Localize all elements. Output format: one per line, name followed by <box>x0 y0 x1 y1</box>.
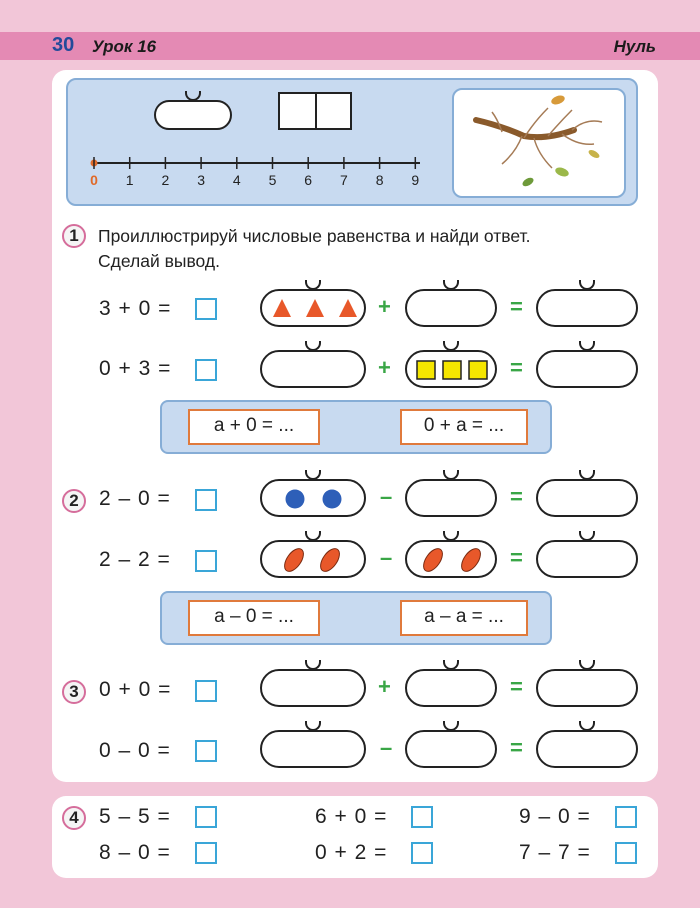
branch-illustration <box>462 92 618 192</box>
task2-equation2: 2 – 2 = <box>99 548 171 571</box>
task4-equation: 0 + 2 = <box>315 841 388 864</box>
square-icon <box>469 361 487 379</box>
number-line-tick-label: 7 <box>339 172 348 188</box>
answer-box[interactable] <box>195 740 217 762</box>
equals-sign: = <box>510 484 523 509</box>
task3-equation2: 0 – 0 = <box>99 739 171 762</box>
oval-bracket <box>443 280 459 290</box>
result-oval[interactable] <box>536 350 638 388</box>
empty-oval[interactable] <box>405 479 497 517</box>
result-oval[interactable] <box>536 479 638 517</box>
circle-icon <box>286 490 305 509</box>
equals-sign: = <box>510 735 523 760</box>
equals-sign: = <box>510 674 523 699</box>
task1-equation1: 3 + 0 = <box>99 297 172 320</box>
number-line-tick-label: 9 <box>411 172 420 188</box>
plus-sign: + <box>378 294 391 319</box>
number-line-tick-label: 3 <box>197 172 205 188</box>
task4-equation: 5 – 5 = <box>99 805 171 828</box>
leaf-icon <box>587 148 600 159</box>
empty-oval[interactable] <box>260 730 366 768</box>
page-number: 30 <box>52 34 75 56</box>
number-line-tick-label: 8 <box>375 172 384 188</box>
answer-box[interactable] <box>195 298 217 320</box>
oval-bracket <box>305 660 321 670</box>
answer-box[interactable] <box>195 842 217 864</box>
oval-bracket <box>443 660 459 670</box>
orange-oval-icon <box>281 546 307 574</box>
task4-equation: 8 – 0 = <box>99 841 171 864</box>
oval-bracket <box>185 91 201 101</box>
result-oval[interactable] <box>536 540 638 578</box>
equals-sign: = <box>510 294 523 319</box>
answer-box[interactable] <box>195 806 217 828</box>
ovals-oval <box>260 540 366 578</box>
orange-oval-icon <box>420 546 446 574</box>
squares-group <box>416 360 488 380</box>
plus-sign: + <box>378 355 391 380</box>
answer-box[interactable] <box>195 359 217 381</box>
task1-instruction-line1: Проиллюстрируй числовые равенства и найди ответ. <box>98 226 531 246</box>
answer-box[interactable] <box>195 680 217 702</box>
result-oval[interactable] <box>536 669 638 707</box>
leaf-icon <box>521 176 535 188</box>
triangle-icon <box>306 299 324 317</box>
orange-oval-icon <box>458 546 484 574</box>
oval-bracket <box>443 721 459 731</box>
rule-a-minus-zero: a – 0 = ... <box>188 600 320 636</box>
answer-box[interactable] <box>195 489 217 511</box>
oval-bracket <box>579 470 595 480</box>
rule-a-minus-a: a – a = ... <box>400 600 528 636</box>
empty-oval[interactable] <box>260 350 366 388</box>
answer-box[interactable] <box>615 806 637 828</box>
oval-bracket <box>305 470 321 480</box>
number-line-tick-label: 0 <box>90 172 98 188</box>
oval-bracket <box>305 341 321 351</box>
leaf-ovals-group <box>278 546 350 574</box>
number-line-tick-label: 2 <box>161 172 170 188</box>
circle-icon <box>323 490 342 509</box>
ovals-oval <box>405 540 497 578</box>
square-icon <box>443 361 461 379</box>
task1-equation2: 0 + 3 = <box>99 357 172 380</box>
oval-bracket <box>305 721 321 731</box>
task4-equation: 9 – 0 = <box>519 805 591 828</box>
leaf-icon <box>554 166 570 178</box>
empty-oval[interactable] <box>405 289 497 327</box>
oval-bracket <box>579 531 595 541</box>
task4-number: 4 <box>62 806 86 830</box>
lesson-title: Урок 16 <box>92 37 157 56</box>
result-oval[interactable] <box>536 730 638 768</box>
task4-equation: 7 – 7 = <box>519 841 591 864</box>
answer-box[interactable] <box>195 550 217 572</box>
empty-oval <box>154 100 232 130</box>
equals-sign: = <box>510 545 523 570</box>
minus-sign: – <box>380 735 393 760</box>
empty-oval[interactable] <box>260 669 366 707</box>
empty-oval[interactable] <box>405 669 497 707</box>
task4-equation: 6 + 0 = <box>315 805 388 828</box>
squares-oval <box>405 350 497 388</box>
triangle-icon <box>273 299 291 317</box>
number-line-tick-label: 1 <box>125 172 134 188</box>
number-line-tick-label: 4 <box>232 172 241 188</box>
answer-box[interactable] <box>411 806 433 828</box>
rule-zero-plus-a: 0 + a = ... <box>400 409 528 445</box>
rule-a-plus-zero: a + 0 = ... <box>188 409 320 445</box>
oval-bracket <box>579 721 595 731</box>
task2-equation1: 2 – 0 = <box>99 487 171 510</box>
task3-number: 3 <box>62 680 86 704</box>
leaf-icon <box>550 94 566 106</box>
task2-number: 2 <box>62 489 86 513</box>
circles-group <box>284 488 344 510</box>
oval-bracket <box>443 531 459 541</box>
oval-bracket <box>305 531 321 541</box>
result-oval[interactable] <box>536 289 638 327</box>
number-line-tick-label: 5 <box>268 172 277 188</box>
minus-sign: – <box>380 484 393 509</box>
square-icon <box>417 361 435 379</box>
triangles-oval <box>260 289 366 327</box>
task1-number: 1 <box>62 224 86 248</box>
task3-equation1: 0 + 0 = <box>99 678 172 701</box>
oval-bracket <box>579 660 595 670</box>
oval-bracket <box>579 280 595 290</box>
equals-sign: = <box>510 355 523 380</box>
triangle-icon <box>339 299 357 317</box>
empty-oval[interactable] <box>405 730 497 768</box>
oval-bracket <box>443 341 459 351</box>
minus-sign: – <box>380 545 393 570</box>
triangles-group <box>272 297 358 319</box>
plus-sign: + <box>378 674 391 699</box>
number-line-tick-label: 6 <box>304 172 313 188</box>
oval-bracket <box>579 341 595 351</box>
answer-box[interactable] <box>411 842 433 864</box>
oval-bracket <box>443 470 459 480</box>
two-cell-box <box>278 92 352 130</box>
task1-instruction-line2: Сделай вывод. <box>98 251 220 271</box>
circles-oval <box>260 479 366 517</box>
topic-title: Нуль <box>613 37 656 56</box>
orange-oval-icon <box>317 546 343 574</box>
oval-bracket <box>305 280 321 290</box>
answer-box[interactable] <box>615 842 637 864</box>
leaf-ovals-group <box>417 546 489 574</box>
